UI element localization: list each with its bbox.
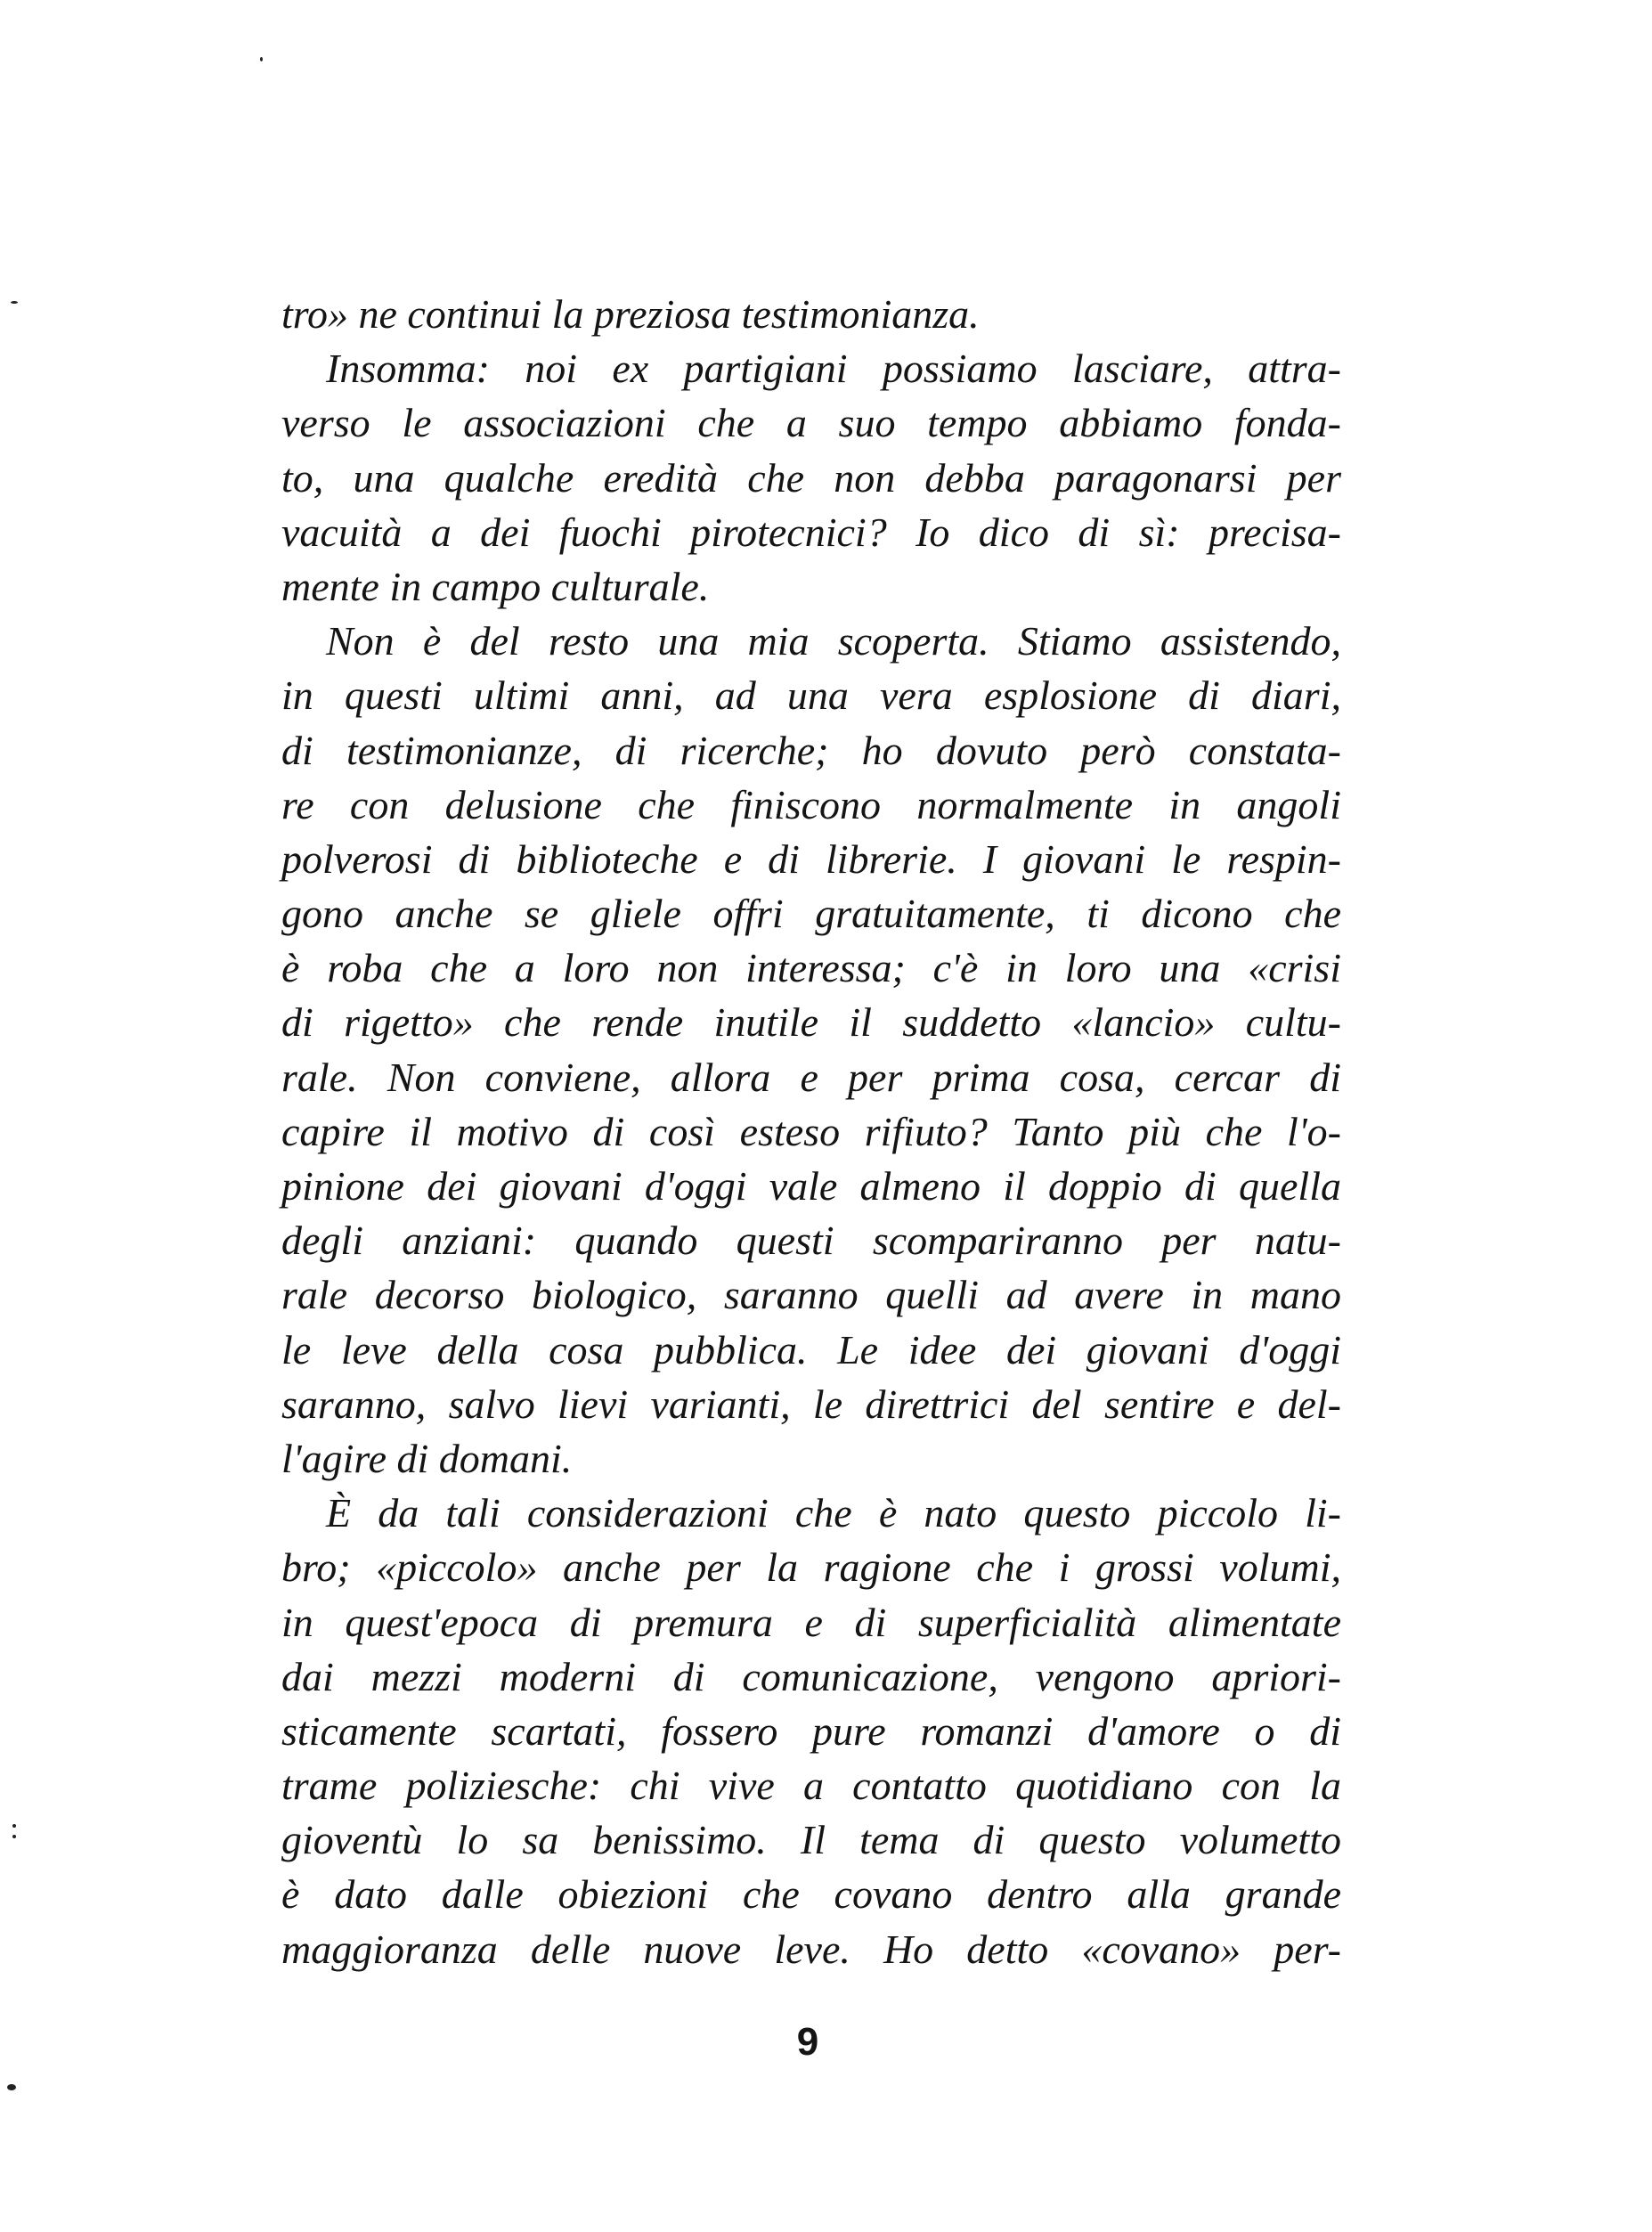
scan-speck [7,2084,16,2090]
text-line: sticamente scartati, fossero pure romanzi d'amore o di [281,1707,1341,1754]
text-line: è dato dalle obiezioni che covano dentro alla grande [281,1871,1341,1918]
text-line: maggioranza delle nuove leve. Ho detto «covano» per- [281,1926,1341,1972]
scan-speck [260,57,263,61]
text-line: è roba che a loro non interessa; c'è in loro una «crisi [281,945,1341,991]
text-line: di rigetto» che rende inutile il suddetto «lancio» cultu- [281,999,1341,1046]
text-line: in quest'epoca di premura e di superficialità alimentate [281,1599,1341,1645]
text-line: gono anche se gliele offri gratuitamente, ti dicono che [281,891,1341,937]
text-line: di testimonianze, di ricerche; ho dovuto però constata- [281,727,1341,773]
text-line: polverosi di biblioteche e di librerie. I giovani le respin- [281,835,1341,882]
text-line: verso le associazioni che a suo tempo abbiamo fonda- [281,400,1341,446]
text-line: degli anziani: quando questi scompariranno per natu- [281,1218,1341,1264]
text-line: vacuità a dei fuochi pirotecnici? Io dico di sì: precisa- [281,509,1341,555]
text-line: in questi ultimi anni, ad una vera esplosione di diari, [281,672,1341,719]
text-line: È da tali considerazioni che è nato questo piccolo li- [326,1490,1341,1536]
body-text [281,287,1341,1976]
text-line: mente in campo culturale. [281,563,710,609]
text-line: rale decorso biologico, saranno quelli ad avere in mano [281,1272,1341,1318]
text-line: capire il motivo di così esteso rifiuto? Tanto più che l'o- [281,1108,1341,1154]
scan-speck [12,1824,16,1828]
scan-speck [11,301,18,304]
text-line: tro» ne continui la preziosa testimonianza. [281,291,980,337]
text-line: Insomma: noi ex partigiani possiamo lasciare, attra- [326,346,1341,392]
text-line: rale. Non conviene, allora e per prima cosa, cercar di [281,1054,1341,1100]
text-line: l'agire di domani. [281,1435,573,1481]
text-line: gioventù lo sa benissimo. Il tema di questo volumetto [281,1817,1341,1863]
text-line: pinione dei giovani d'oggi vale almeno il doppio di quella [281,1163,1341,1209]
text-line: to, una qualche eredità che non debba paragonarsi per [281,454,1341,501]
text-line: dai mezzi moderni di comunicazione, vengono apriori- [281,1653,1341,1699]
text-line: trame poliziesche: chi vive a contatto quotidiano con la [281,1763,1341,1809]
text-line: bro; «piccolo» anche per la ragione che i grossi volumi, [281,1544,1341,1591]
page-number: 9 [796,2020,819,2064]
text-line: Non è del resto una mia scoperta. Stiamo assistendo, [326,618,1341,664]
text-line: re con delusione che finiscono normalmente in angoli [281,781,1341,827]
text-line: le leve della cosa pubblica. Le idee dei giovani d'oggi [281,1326,1341,1373]
scan-speck [12,1835,16,1838]
text-line: saranno, salvo lievi varianti, le direttrici del sentire e del- [281,1381,1341,1427]
